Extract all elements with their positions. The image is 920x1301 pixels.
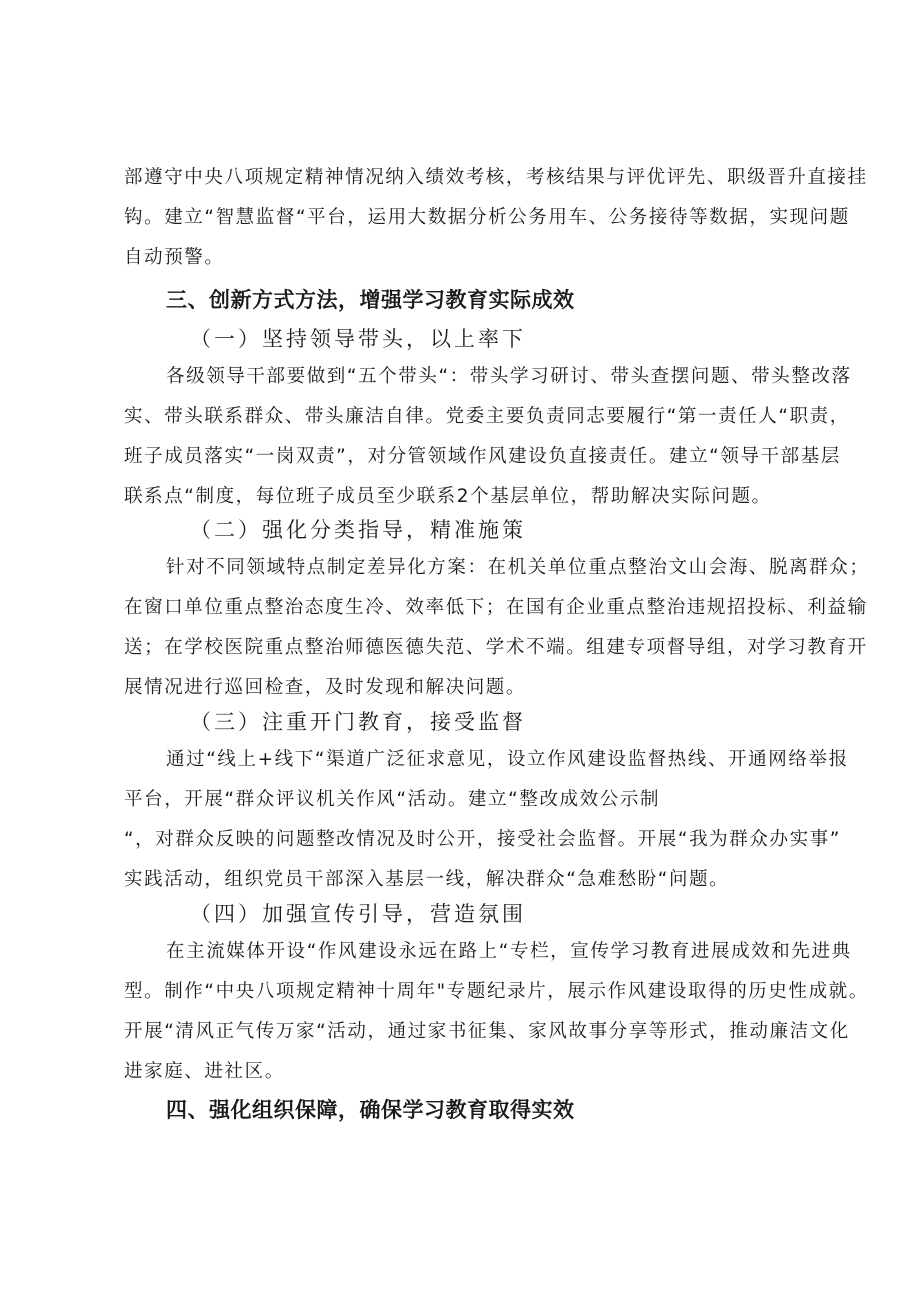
paragraph-line: 各级领导干部要做到“五个带头“：带头学习研讨、带头查摆问题、带头整改落 — [166, 366, 852, 387]
paragraph-line: 平台，开展“群众评议机关作风“活动。建立“整改成效公示制 — [124, 789, 661, 810]
paragraph-line: “，对群众反映的问题整改情况及时公开，接受社会监督。开展“我为群众办实事” — [124, 829, 841, 850]
subsection-heading: （二）强化分类指导，精准施策 — [190, 518, 526, 542]
paragraph-line: 送；在学校医院重点整治师德医德失范、学术不端。组建专项督导组，对学习教育开 — [124, 637, 868, 658]
paragraph-line: 进家庭、进社区。 — [124, 1061, 285, 1082]
paragraph-line: 部遵守中央八项规定精神情况纳入绩效考核，考核结果与评优评先、职级晋升直接挂 — [124, 167, 868, 188]
paragraph-line: 实、带头联系群众、带头廉洁自律。党委主要负责同志要履行“第一责任人“职责， — [124, 406, 850, 427]
paragraph-line: 型。制作“中央八项规定精神十周年"专题纪录片，展示作风建设取得的历史性成就。 — [124, 981, 869, 1002]
section-heading: 四、强化组织保障，确保学习教育取得实效 — [166, 1098, 575, 1122]
paragraph-line: 班子成员落实“一岗双责”，对分管领域作风建设负直接责任。建立“领导干部基层 — [124, 446, 841, 467]
paragraph-line: 针对不同领域特点制定差异化方案：在机关单位重点整治文山会海、脱离群众； — [166, 557, 870, 578]
paragraph-line: 实践活动，组织党员干部深入基层一线，解决群众“急难愁盼“问题。 — [124, 869, 730, 890]
section-heading: 三、创新方式方法，增强学习教育实际成效 — [166, 288, 575, 312]
paragraph-line: 开展“清风正气传万家“活动，通过家书征集、家风故事分享等形式，推动廉洁文化 — [124, 1021, 850, 1042]
subsection-heading: （四）加强宣传引导，营造氛围 — [190, 902, 526, 926]
subsection-heading: （三）注重开门教育，接受监督 — [190, 710, 526, 734]
paragraph-line: 通过“线上+线下“渠道广泛征求意见，设立作风建设监督热线、开通网络举报 — [166, 749, 849, 770]
paragraph-line: 在窗口单位重点整治态度生冷、效率低下；在国有企业重点整治违规招投标、利益输 — [124, 597, 868, 618]
paragraph-line: 在主流媒体开设“作风建设永远在路上“专栏，宣传学习教育进展成效和先进典 — [166, 941, 852, 962]
subsection-heading: （一）坚持领导带头，以上率下 — [190, 327, 526, 351]
paragraph-line: 自动预警。 — [124, 247, 225, 268]
paragraph-line: 联系点“制度，每位班子成员至少联系2个基层单位，帮助解决实际问题。 — [124, 486, 772, 507]
paragraph-line: 展情况进行巡回检查，及时发现和解决问题。 — [124, 677, 527, 698]
paragraph-line: 钩。建立“智慧监督“平台，运用大数据分析公务用车、公务接待等数据，实现问题 — [124, 207, 850, 228]
